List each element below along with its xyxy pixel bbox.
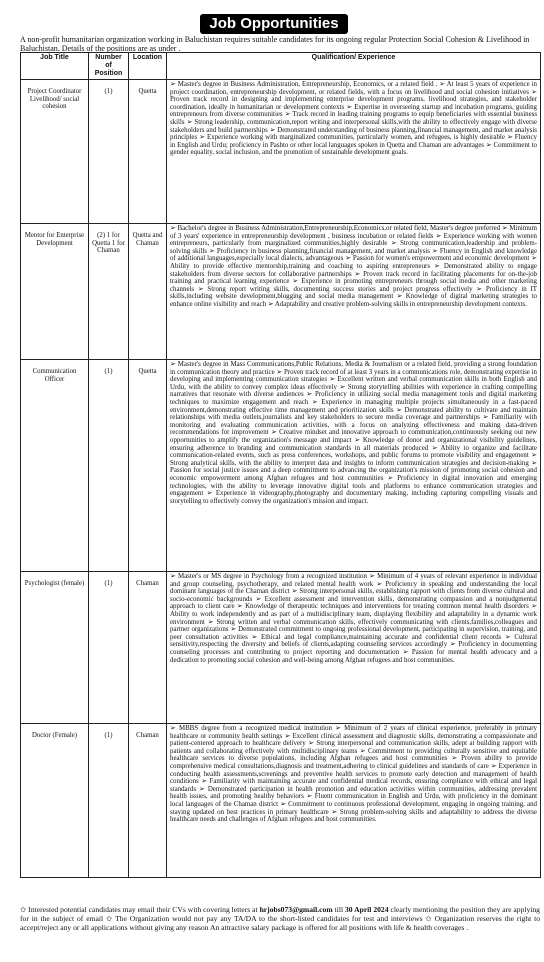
positions-table (20, 52, 541, 878)
job-title: Doctor (Female) (21, 724, 89, 878)
intro-text: A non-profit humanitarian organization working in Baluchistan requires suitable candidates for its ongoing regular Protection Social Cohesion & Livelihood in Baluchistan. Details of the positions are as under . (20, 35, 530, 53)
footer-text-b: till (334, 905, 344, 914)
table-row (21, 80, 541, 224)
page-title: Job Opportunities (200, 14, 348, 34)
position-count: (2) 1 for Quetta 1 for Chaman (89, 224, 129, 360)
job-title: Project Coordinator Livelihood/ social cohesion (21, 80, 89, 224)
table-row (21, 724, 541, 878)
job-title: Mentor for Enterprise Development (21, 224, 89, 360)
position-count: (1) (89, 572, 129, 724)
job-qualification: ➢ Bachelor's degree in Business Administration,Entrepreneurship,Economics,or related field, Master's degree preferred ➢ Minimum of 3 years' experience in entrepreneurship development , business incubation or related fields ➢ Experience working with women entrepreneurs, particularly from marginalized communities,highly desirable ➢ Strong communication,leadership and problem-solving skills ➢ Proficiency in business planning,financial management, and market analysis ➢ Fluency in English and knowledge of additional languages,especially local dialects, advantageous ➢ Passion for women's empowerment and economic development ➢ Ability to provide effective mentorship,training and coaching to aspiring entrepreneurs ➢ Demonstrated ability to engage stakeholders from diverse sectors for collaborative partnerships ➢ Proven track record in facilitating placements for on-the-job training and practical learning experience ➢ Experience in promoting entrepreneurs through social media and other marketing channels ➢ Strong report writing skills, documenting success stories and project progress effectively ➢ Proficiency in IT skills,including website development,blogging and social media management ➢ Knowledge of digital marketing strategies to enhance online visibility and reach ➢ Adaptability and creative problem-solving skills in entrepreneurship development contexts. (167, 224, 541, 360)
position-count: (1) (89, 80, 129, 224)
header-location: Location (129, 53, 167, 80)
position-count: (1) (89, 360, 129, 572)
job-location: Quetta (129, 80, 167, 224)
job-location: Quetta (129, 360, 167, 572)
application-instructions (20, 905, 540, 932)
table-row (21, 224, 541, 360)
job-location: Chaman (129, 724, 167, 878)
job-title: Communication Officer (21, 360, 89, 572)
footer-text-a: ✩ Interested potential candidates may email their CVs with covering letters at (20, 905, 258, 914)
application-email[interactable]: hrjobs073@gmail.com (259, 905, 333, 914)
footer-text-c: clearly mentioning the position they are applying for in the subject of email ✩ The Organization would not pay any TA/DA to the short-listed candidates for test and interviews ✩ Organization reserves the right to accept/reject any or all applications without giving any reason An attractive salary package is offered for all positions with life & health coverages . (20, 905, 540, 932)
header-number: Number of Position (89, 53, 129, 80)
table-row (21, 360, 541, 572)
job-qualification: ➢ Master's degree in Mass Communications,Public Relations, Media & Journalism or a related field, providing a strong foundation in communication theory and practice ➢ Proven track record of at least 3 years in a communications role, demonstrating expertise in developing and implementing communication strategies ➢ Excellent written and verbal communication skills in both English and Urdu, with the ability to convey complex ideas effectively ➢ Strong storytelling abilities with experience in crafting compelling narratives that resonate with diverse audiences ➢ Proficiency in utilizing social media management tools and digital marketing techniques to maximize engagement and reach ➢ Experience in managing multiple projects simultaneously in a fast-paced environment,demonstrating effective time management and prioritization skills ➢ Demonstrated ability to cultivate and maintain relationships with media outlets,journalists and key stakeholders to secure media coverage and partnerships ➢ Familiarity with monitoring and evaluating communication activities, with a focus on analyzing effectiveness and making data-driven recommendations for improvement ➢ Creative mindset and innovative approach to communication,continuously seeking out new opportunities to amplify the organization's message and impact ➢ Knowledge of donor and organizational visibility guidelines, ensuring adherence to branding and communication standards in all materials produced ➢ Ability to organize and facilitate communication-related events, such as press conferences, workshops, and public forums to promote visibility and engagement ➢ Strong analytical skills, with the ability to interpret data and insights to inform communication strategies and decision-making ➢ Passion for social justice issues and a deep commitment to advancing the organization's mission of promoting social cohesion and economic empowerment among Afghan refugees and host communities ➢ Proficiency in digital innovation and emerging technologies, with the ability to leverage innovative digital tools and platforms to enhance communication strategies and engagement ➢ Experience in videography,photography and documentary making, including capturing compelling visuals and storytelling to effectively convey the organization's mission and impact. (167, 360, 541, 572)
position-count: (1) (89, 724, 129, 878)
job-title: Psychologist (female) (21, 572, 89, 724)
job-qualification: ➢ Master's degree in Business Administration, Entrepreneurship, Economics, or a related field . ➢ At least 5 years of experience in project coordination, entrepreneurship development, or related fields, with a focus on livelihood and social cohesion initiatives ➢ Proven track record in designing and implementing enterprise development programs, livelihood strategies, and stakeholder coordination, ideally in humanitarian or development contexts ➢ Expertise in overseeing startup and incubation programs, guiding entrepreneurs from diverse communities ➢ Track record in leading training programs to equip beneficiaries with essential business skills ➢ Strong leadership, communication,report writing and interpersonal skills,with the ability to effectively engage with diverse stakeholders and build partnerships ➢ Demonstrated understanding of business planning,financial management, and market analysis principles ➢ Experience working with marginalized communities, particularly women, and refugees, is highly desirable ➢ Fluency in English and Urdu; proficiency in Pashto or other local languages spoken in Quetta and Chaman are advantages ➢ Commitment to gender equality, social inclusion, and the promotion of sustainable development goals. (167, 80, 541, 224)
header-job-title: Job Title (21, 53, 89, 80)
job-qualification: ➢ Master's or MS degree in Psychology from a recognized institution ➢ Minimum of 4 years of relevant experience in individual and group counseling, psychotherapy, and related mental health work ➢ Proficiency in speaking and understanding the local dominant languages of the Chaman district ➢ Strong interpersonal skills, establishing rapport with clients from diverse cultural and socio-economic backgrounds ➢ Excellent assessment and intervention skills, demonstrating compassion and a nonjudgmental approach to client care ➢ Knowledge of therapeutic techniques and interventions for treating common mental health disorders ➢ Ability to work independently and as part of a multidisciplinary team, displaying flexibility and adaptability in a dynamic work environment ➢ Strong written and verbal communication skills, effectively communicating with clients,families,colleagues and partner organizations ➢ Demonstrated commitment to ongoing professional development, participating in supervision, training, and peer consultation activities ➢ Ethical and legal compliance,maintaining accurate and confidential client records ➢ Cultural sensitivity,respecting the diversity and beliefs of clients,adapting counseling services accordingly ➢ Proficiency in documenting counseling processes and contributing to project reporting and documentation ➢ Passion for mental health advocacy and a dedication to promoting social cohesion and well-being among Afghan refugees and host communities. (167, 572, 541, 724)
job-location: Quetta and Chaman (129, 224, 167, 360)
application-deadline: 30 April 2024 (345, 905, 389, 914)
table-row (21, 572, 541, 724)
job-location: Chaman (129, 572, 167, 724)
table-header-row (21, 53, 541, 80)
job-qualification: ➢ MBBS degree from a recognized medical institution ➢ Minimum of 2 years of clinical experience, preferably in primary healthcare or community health settings ➢ Excellent clinical assessment and diagnostic skills, demonstrating a compassionate and patient-centered approach to healthcare delivery ➢ Strong interpersonal and communication skills, adept at building rapport with patients and collaborating effectively with multidisciplinary teams ➢ Commitment to providing culturally sensitive and equitable healthcare services to diverse populations, including Afghan refugees and host communities ➢ Proven ability to provide comprehensive medical consultations,diagnosis and treatment,adhering to clinical guidelines and standards of care ➢ Experience in conducting health assessments,screenings and preventive health services to promote early detection and management of health conditions ➢ Familiarity with maintaining accurate and confidential medical records, ensuring compliance with ethical and legal standards ➢ Demonstrated participation in health promotion and education activities within communities, addressing prevalent health issues, and promoting healthy behaviors ➢ Fluent communication in English and Urdu, with proficiency in the dominant local languages of the Chaman district ➢ Commitment to continuous professional development, engaging in ongoing training, and staying updated on best practices in primary healthcare ➢ Strong problem-solving skills and adaptability to address the diverse healthcare needs and challenges of Afghan refugees and host communities. (167, 724, 541, 878)
header-qualification: Qualification/ Experience (167, 53, 541, 80)
